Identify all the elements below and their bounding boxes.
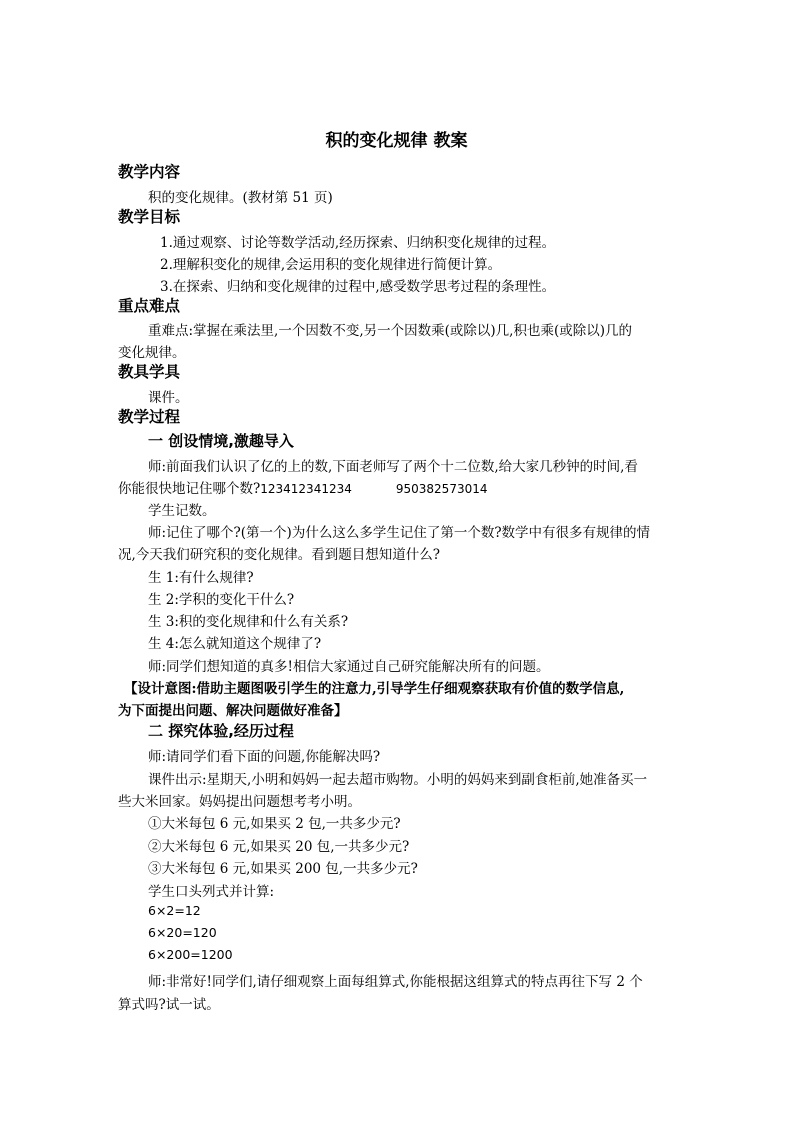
- student-2-question: 生 2:学积的变化干什么?: [148, 592, 295, 608]
- part2-line-5: 师:非常好!同学们,请仔细观察上面每组算式,你能根据这组算式的特点再往下写 2 个: [148, 974, 643, 990]
- subheading-part-1: 一 创设情境,激趣导入: [148, 432, 294, 450]
- part2-line-1: 师:请同学们看下面的问题,你能解决吗?: [148, 749, 381, 765]
- part1-line-4: 师:记住了哪个?(第一个)为什么这么多学生记住了第一个数?数学中有很多有规律的情: [148, 525, 651, 541]
- twelve-digit-number-a: 123412341234: [260, 482, 352, 496]
- part1-line-2: [118, 477, 488, 497]
- problem-1: ①大米每包 6 元,如果买 2 包,一共多少元?: [148, 816, 401, 832]
- equation-3: 6×200=1200: [148, 947, 233, 962]
- heading-key-points: 重点难点: [118, 297, 181, 315]
- twelve-digit-number-b: 950382573014: [395, 482, 488, 496]
- teaching-tools-text: 课件。: [148, 390, 189, 406]
- teaching-content-text: 积的变化规律。(教材第 51 页): [148, 190, 333, 206]
- part1-line-3: 学生记数。: [148, 503, 216, 519]
- key-points-line-1: 重难点:掌握在乘法里,一个因数不变,另一个因数乘(或除以)几,积也乘(或除以)几的: [148, 323, 632, 339]
- equation-2: 6×20=120: [148, 925, 217, 940]
- part2-line-2: 课件出示:星期天,小明和妈妈一起去超市购物。小明的妈妈来到副食柜前,她准备买一: [148, 772, 648, 788]
- heading-teaching-tools: 教具学具: [118, 363, 181, 381]
- heading-teaching-process: 教学过程: [118, 408, 181, 426]
- part2-line-3: 些大米回家。妈妈提出问题想考考小明。: [118, 794, 361, 810]
- problem-2: ②大米每包 6 元,如果买 20 包,一共多少元?: [148, 839, 410, 855]
- heading-teaching-content: 教学内容: [118, 163, 181, 181]
- design-intent-line-2: 为下面提出问题、解决问题做好准备】: [118, 703, 348, 719]
- part2-line-6: 算式吗?试一试。: [118, 997, 220, 1013]
- part2-line-4: 学生口头列式并计算:: [148, 884, 275, 900]
- design-intent-line-1: 【设计意图:借助主题图吸引学生的注意力,引导学生仔细观察获取有价值的数学信息,: [124, 681, 625, 697]
- subheading-part-2: 二 探究体验,经历过程: [148, 722, 294, 740]
- goal-item-1: 1.通过观察、讨论等数学活动,经历探索、归纳积变化规律的过程。: [160, 235, 556, 251]
- heading-teaching-goals: 教学目标: [118, 208, 181, 226]
- student-1-question: 生 1:有什么规律?: [148, 570, 254, 586]
- problem-3: ③大米每包 6 元,如果买 200 包,一共多少元?: [148, 861, 418, 877]
- key-points-line-2: 变化规律。: [118, 345, 186, 361]
- student-3-question: 生 3:积的变化规律和什么有关系?: [148, 614, 349, 630]
- equation-1: 6×2=12: [148, 903, 201, 918]
- part1-line-2-text: 你能很快地记住哪个数?: [118, 481, 261, 497]
- goal-item-2: 2.理解积变化的规律,会运用积的变化规律进行简便计算。: [160, 257, 502, 273]
- teacher-response: 师:同学们想知道的真多!相信大家通过自己研究能解决所有的问题。: [148, 659, 550, 675]
- student-4-question: 生 4:怎么就知道这个规律了?: [148, 636, 322, 652]
- part1-line-1: 师:前面我们认识了亿的上的数,下面老师写了两个十二位数,给大家几秒钟的时间,看: [148, 459, 638, 475]
- part1-line-5: 况,今天我们研究积的变化规律。看到题目想知道什么?: [118, 547, 441, 563]
- document-title: 积的变化规律 教案: [325, 131, 468, 151]
- goal-item-3: 3.在探索、归纳和变化规律的过程中,感受数学思考过程的条理性。: [160, 279, 556, 295]
